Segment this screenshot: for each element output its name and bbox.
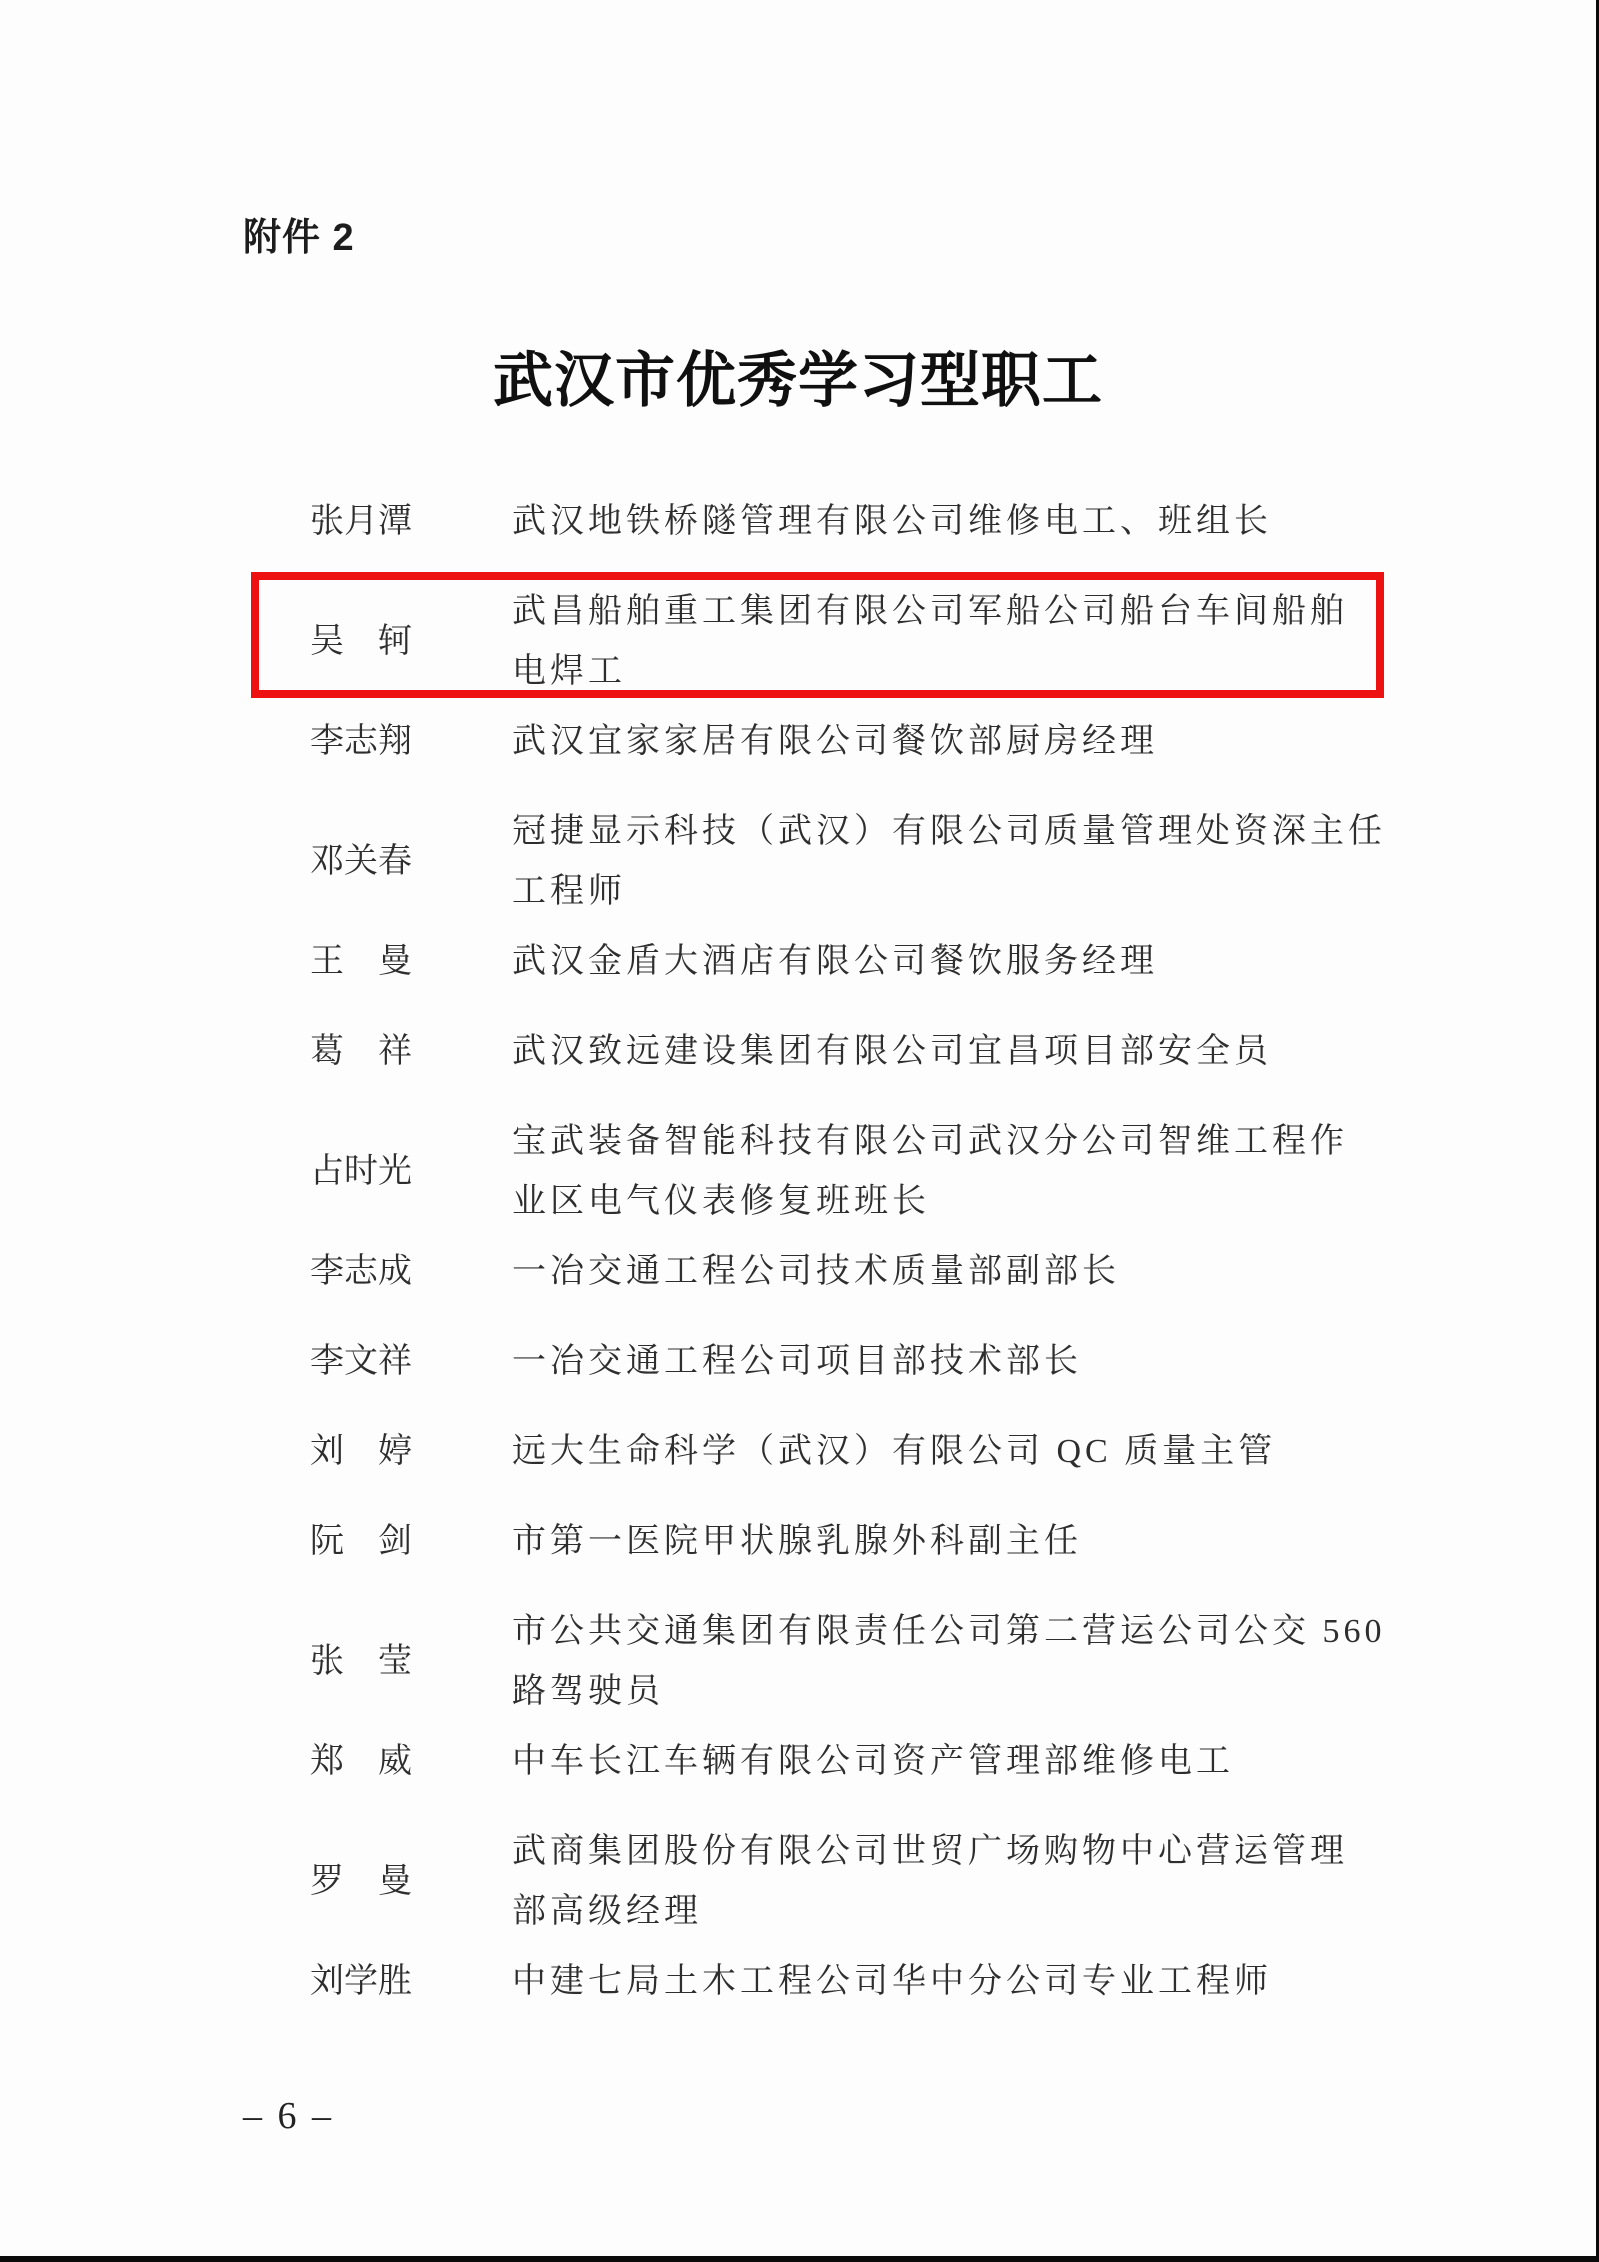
- entry-name: 占时光: [310, 1153, 412, 1190]
- entry-role: [512, 1112, 1432, 1232]
- list-item: [310, 932, 1540, 992]
- entry-role-line: 中建七局土木工程公司华中分公司专业工程师: [512, 1963, 1272, 2000]
- entry-role-line: 路驾驶员: [512, 1673, 664, 1710]
- entry-role-line: 远大生命科学（武汉）有限公司 QC 质量主管: [512, 1433, 1277, 1470]
- entry-role-line: 一冶交通工程公司技术质量部副部长: [512, 1253, 1120, 1290]
- entry-name: 邓关春: [310, 843, 412, 880]
- entry-name: 李志翔: [310, 723, 412, 760]
- entry-role-line: 武商集团股份有限公司世贸广场购物中心营运管理: [512, 1833, 1348, 1870]
- entry-name: 李文祥: [310, 1343, 412, 1380]
- entry-name: 葛 祥: [310, 1033, 412, 1070]
- entry-role: [512, 492, 1432, 552]
- entry-role-line: 电焊工: [512, 653, 626, 690]
- list-item: [310, 492, 1540, 552]
- entry-role-line: 中车长江车辆有限公司资产管理部维修电工: [512, 1743, 1234, 1780]
- entry-name: 罗 曼: [310, 1863, 412, 1900]
- entry-role-line: 武昌船舶重工集团有限公司军船公司船台车间船舶: [512, 593, 1348, 630]
- entry-name: 刘学胜: [310, 1963, 412, 2000]
- entry-role: [512, 1332, 1432, 1392]
- entry-role-line: 业区电气仪表修复班班长: [512, 1183, 930, 1220]
- list-item: [310, 1822, 1540, 1942]
- list-item: [310, 1242, 1540, 1302]
- list-item: [310, 712, 1540, 772]
- entry-role-line: 部高级经理: [512, 1893, 702, 1930]
- list-item: [310, 1602, 1540, 1722]
- entry-role-line: 工程师: [512, 873, 626, 910]
- page-number: – 6 –: [243, 2095, 334, 2137]
- entry-role: [512, 712, 1432, 772]
- entry-name: 阮 剑: [310, 1523, 412, 1560]
- list-item: [310, 1332, 1540, 1392]
- list-item: [310, 582, 1540, 702]
- attachment-label: 附件 2: [243, 217, 355, 259]
- entry-role: [512, 802, 1432, 922]
- entry-role: [512, 1242, 1432, 1302]
- entry-role-line: 武汉致远建设集团有限公司宜昌项目部安全员: [512, 1033, 1272, 1070]
- entry-role: [512, 1512, 1432, 1572]
- entry-role: [512, 1022, 1432, 1082]
- entry-name: 郑 威: [310, 1743, 412, 1780]
- entry-role-line: 一冶交通工程公司项目部技术部长: [512, 1343, 1082, 1380]
- list-item: [310, 1022, 1540, 1082]
- page-title: 武汉市优秀学习型职工: [493, 348, 1103, 414]
- entry-name: 吴 轲: [310, 623, 412, 660]
- list-item: [310, 1732, 1540, 1792]
- entry-role-line: 宝武装备智能科技有限公司武汉分公司智维工程作: [512, 1123, 1348, 1160]
- entry-name: 王 曼: [310, 943, 412, 980]
- entry-role-line: 市第一医院甲状腺乳腺外科副主任: [512, 1523, 1082, 1560]
- entry-role: [512, 932, 1432, 992]
- entry-name: 张月潭: [310, 503, 412, 540]
- entry-role: [512, 582, 1432, 702]
- list-item: [310, 1512, 1540, 1572]
- entry-role: [512, 1732, 1432, 1792]
- list-item: [310, 1112, 1540, 1232]
- entry-role-line: 冠捷显示科技（武汉）有限公司质量管理处资深主任: [512, 813, 1386, 850]
- entry-role: [512, 1602, 1432, 1722]
- entry-name: 张 莹: [310, 1643, 412, 1680]
- list-item: [310, 802, 1540, 922]
- entry-role: [512, 1422, 1432, 1482]
- entry-role-line: 武汉宜家家居有限公司餐饮部厨房经理: [512, 723, 1158, 760]
- entry-role-line: 武汉地铁桥隧管理有限公司维修电工、班组长: [512, 503, 1272, 540]
- entry-role: [512, 1952, 1432, 2012]
- list-item: [310, 1952, 1540, 2012]
- recipient-list: [310, 492, 1540, 2042]
- entry-role-line: 武汉金盾大酒店有限公司餐饮服务经理: [512, 943, 1158, 980]
- entry-role-line: 市公共交通集团有限责任公司第二营运公司公交 560: [512, 1613, 1386, 1650]
- entry-name: 刘 婷: [310, 1433, 412, 1470]
- entry-role: [512, 1822, 1432, 1942]
- list-item: [310, 1422, 1540, 1482]
- entry-name: 李志成: [310, 1253, 412, 1290]
